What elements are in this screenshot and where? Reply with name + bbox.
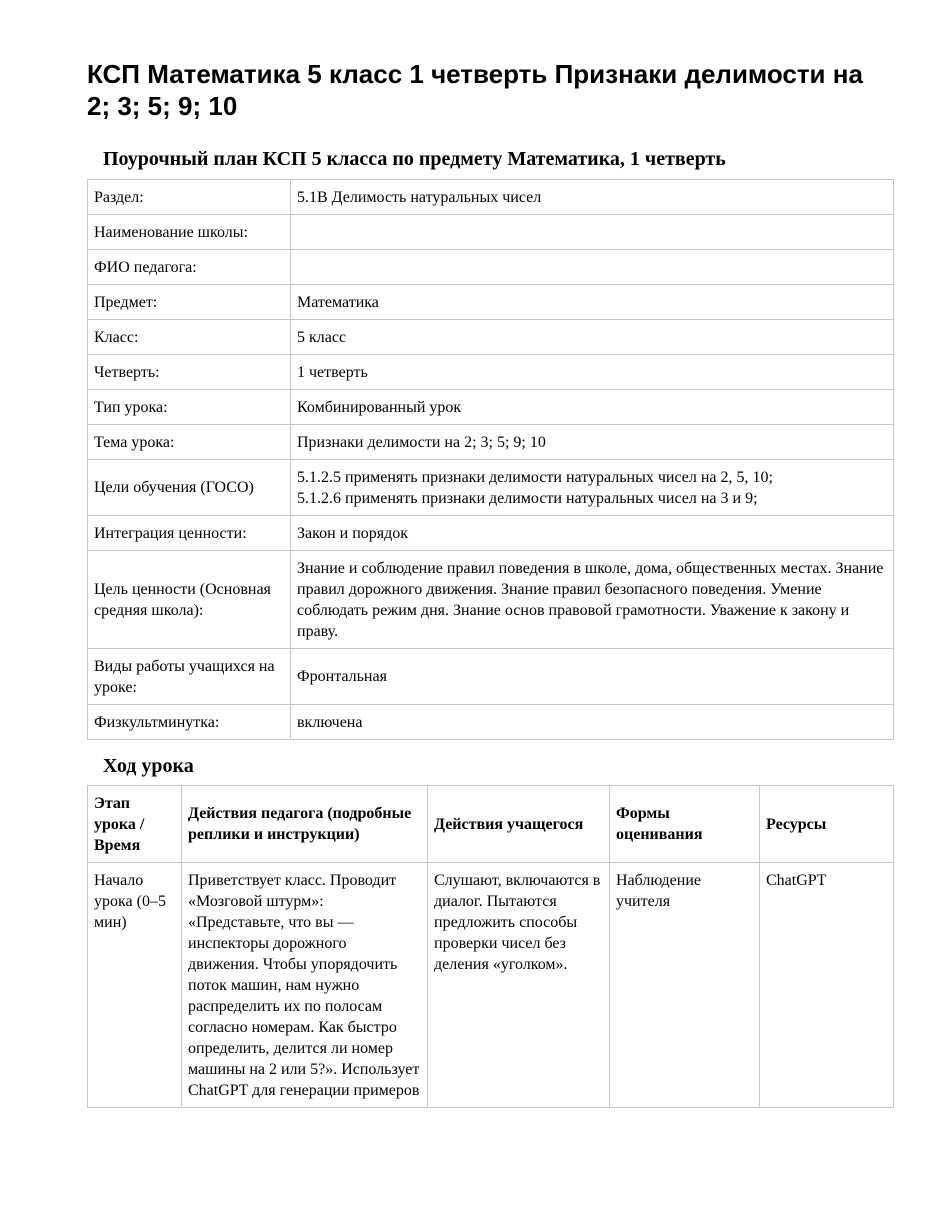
row-label: Цель ценности (Основная средняя школа):: [88, 551, 291, 649]
resources-cell: ChatGPT: [760, 863, 894, 1108]
table-row: [88, 285, 894, 320]
row-label: Цели обучения (ГОСО): [88, 460, 291, 516]
row-label: Тип урока:: [88, 390, 291, 425]
stage-cell: Начало урока (0–5 мин): [88, 863, 182, 1108]
row-label: Интеграция ценности:: [88, 516, 291, 551]
row-label: Физкультминутка:: [88, 705, 291, 740]
header-row: [88, 786, 894, 863]
column-header-teacher: Действия педагога (подробные реплики и инструкции): [182, 786, 428, 863]
row-value: 5 класс: [291, 320, 894, 355]
row-label: Раздел:: [88, 180, 291, 215]
row-value: Признаки делимости на 2; 3; 5; 9; 10: [291, 425, 894, 460]
row-label: ФИО педагога:: [88, 250, 291, 285]
row-label: Наименование школы:: [88, 215, 291, 250]
table-row: [88, 516, 894, 551]
row-label: Класс:: [88, 320, 291, 355]
table-row: [88, 425, 894, 460]
row-label: Предмет:: [88, 285, 291, 320]
row-value: 5.1В Делимость натуральных чисел: [291, 180, 894, 215]
table-row: [88, 180, 894, 215]
student-actions-cell: Слушают, включаются в диалог. Пытаются предложить способы проверки чисел без деления «уголком».: [428, 863, 610, 1108]
teacher-actions-cell: Приветствует класс. Проводит «Мозговой штурм»: «Представьте, что вы — инспекторы дорожного движения. Чтобы упорядочить поток машин, нам нужно распределить их по полосам согласно номерам. Как быстро определить, делится ли номер машины на 2 или 5?». Использует ChatGPT для генерации примеров: [182, 863, 428, 1108]
assessment-cell: Наблюдение учителя: [610, 863, 760, 1108]
column-header-resources: Ресурсы: [760, 786, 894, 863]
row-value: Комбинированный урок: [291, 390, 894, 425]
learning-goal-2: 5.1.2.6 применять признаки делимости натуральных чисел на 3 и 9;: [297, 489, 758, 507]
row-value: 1 четверть: [291, 355, 894, 390]
row-value: Закон и порядок: [291, 516, 894, 551]
row-value: [291, 215, 894, 250]
table-row: [88, 649, 894, 705]
row-value: [291, 460, 894, 516]
lesson-info-table: [87, 179, 894, 740]
row-label: Четверть:: [88, 355, 291, 390]
table-row: [88, 320, 894, 355]
column-header-stage: Этап урока / Время: [88, 786, 182, 863]
row-label: Виды работы учащихся на уроке:: [88, 649, 291, 705]
document-title: КСП Математика 5 класс 1 четверть Признаки делимости на 2; 3; 5; 9; 10: [87, 59, 863, 121]
lesson-heading: Ход урока: [103, 755, 194, 777]
table-row: [88, 215, 894, 250]
table-row: [88, 250, 894, 285]
table-row: [88, 863, 894, 1108]
lesson-flow-table: [87, 785, 894, 1108]
row-value: Знание и соблюдение правил поведения в школе, дома, общественных местах. Знание правил дорожного движения. Знание правил безопасного поведения. Умение соблюдать режим дня. Знание основ правовой грамотности. Уважение к закону и праву.: [291, 551, 894, 649]
column-header-student: Действия учащегося: [428, 786, 610, 863]
table-row: [88, 390, 894, 425]
row-value: включена: [291, 705, 894, 740]
row-label: Тема урока:: [88, 425, 291, 460]
table-row: [88, 355, 894, 390]
row-value: Математика: [291, 285, 894, 320]
column-header-assessment: Формы оценивания: [610, 786, 760, 863]
row-value: Фронтальная: [291, 649, 894, 705]
table-row: [88, 705, 894, 740]
learning-goal-1: 5.1.2.5 применять признаки делимости натуральных чисел на 2, 5, 10;: [297, 468, 773, 486]
plan-heading: Поурочный план КСП 5 класса по предмету Математика, 1 четверть: [103, 148, 726, 170]
table-row: [88, 460, 894, 516]
row-value: [291, 250, 894, 285]
table-row: [88, 551, 894, 649]
